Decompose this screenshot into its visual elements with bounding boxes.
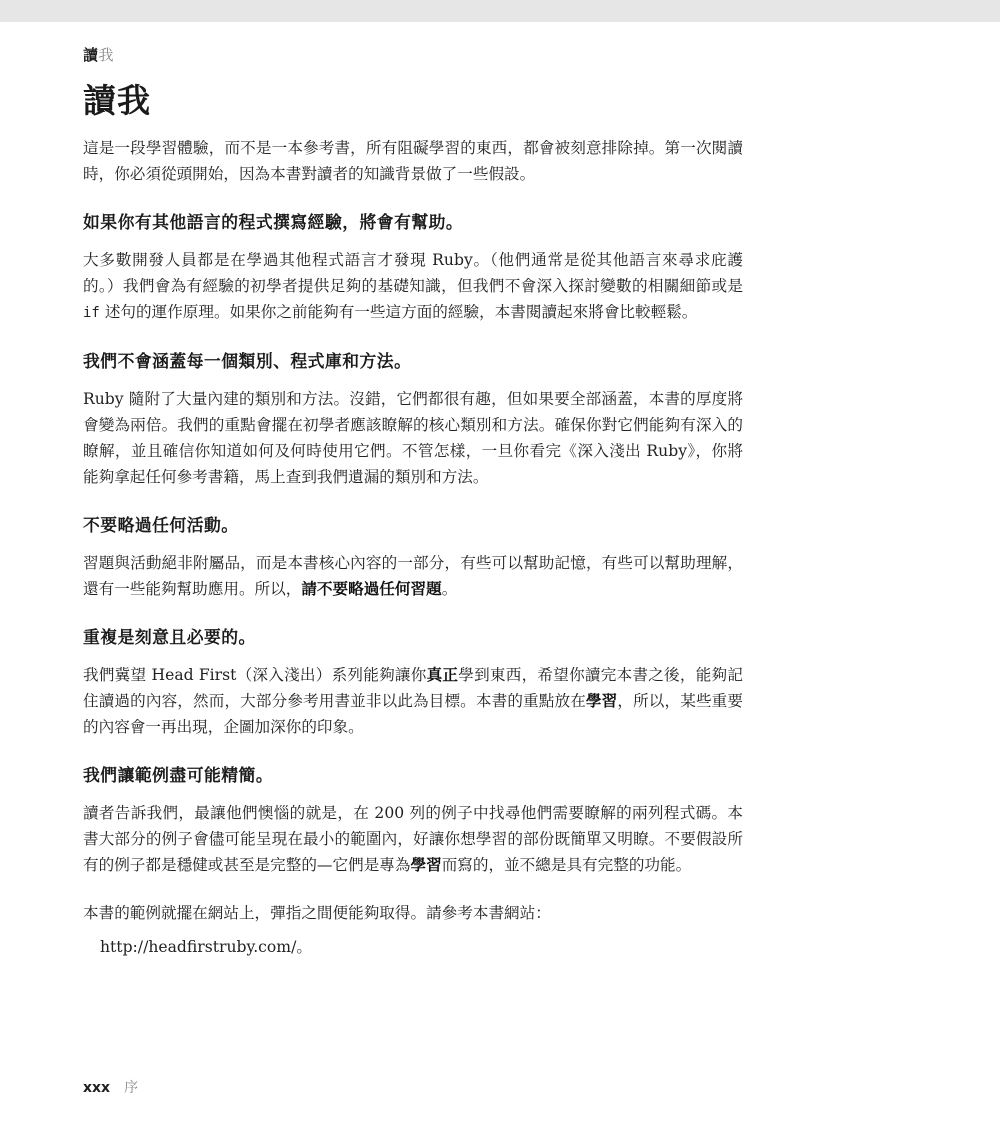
body-text: 。 [441, 580, 458, 598]
emphasis-text: 真正 [426, 665, 459, 684]
section-body-examples [83, 800, 743, 878]
body-text: 我們冀望 Head First（深入淺出）系列能夠讓你 [83, 666, 427, 684]
page-title: 讀我 [83, 81, 151, 120]
page-footer [83, 1076, 138, 1100]
section-body-coverage: Ruby 隨附了大量內建的類別和方法。沒錯，它們都很有趣，但如果要全部涵蓋，本書的厚度將會變為兩倍。我們的重點會擺在初學者應該瞭解的核心類別和方法。確保你對它們能夠有深入的瞭解，並且確信你知道如何及何時使用它們。不管怎樣，一旦你看完《深入淺出 Ruby》，你將能夠拿起任何參考書籍，馬上查到我們遺漏的類別和方法。 [83, 390, 743, 486]
running-header-rest: 我 [98, 46, 115, 64]
page-content [83, 41, 743, 960]
section-heading-coverage: 我們不會涵蓋每一個類別、程式庫和方法。 [83, 351, 412, 371]
intro-paragraph: 這是一段學習體驗，而不是一本參考書，所有阻礙學習的東西，都會被刻意排除掉。第一次閱讀時，你必須從頭開始，因為本書對讀者的知識背景做了一些假設。 [83, 139, 743, 183]
section-heading-examples: 我們讓範例盡可能精簡。 [83, 765, 274, 785]
website-url[interactable]: http://headfirstruby.com/。 [100, 938, 312, 956]
body-text: 讀者告訴我們，最讓他們懊惱的就是，在 200 列的例子中找尋他們需要瞭解的兩列程式碼。本書大部分的例子會儘可能呈現在最小的範圍內，好讓你想學習的部份既簡單又明瞭。不要假設所有的例子都是穩健或甚至是完整的—它們是專為 [83, 804, 743, 874]
running-header-bold: 讀 [83, 46, 99, 64]
emphasis-text: 請不要略過任何習題 [301, 579, 442, 598]
body-text: 大多數開發人員都是在學過其他程式語言才發現 Ruby。（他們通常是從其他語言來尋求庇護的。）我們會為有經驗的初學者提供足夠的基礎知識，但我們不會深入探討變數的相關細節或是 [83, 251, 743, 295]
top-bar [0, 0, 1000, 22]
examples-website-paragraph: 本書的範例就擺在網站上，彈指之間便能夠取得。請參考本書網站： [83, 904, 551, 922]
body-text: 學到東西，希望你讀完本書之後，能夠記住讀過的內容，然而，大部分參考用書並非以此為目標。本書的重點放在 [83, 666, 743, 710]
emphasis-text: 學習 [585, 691, 618, 710]
section-body-repetition [83, 662, 743, 740]
emphasis-text: 學習 [410, 855, 442, 874]
running-header [83, 41, 743, 69]
body-text: 而寫的，並不總是具有完整的功能。 [441, 856, 692, 874]
body-text: 述句的運作原理。如果你之前能夠有一些這方面的經驗，本書閱讀起來將會比較輕鬆。 [99, 303, 698, 321]
body-text: 習題與活動絕非附屬品，而是本書核心內容的一部分，有些可以幫助記憶，有些可以幫助理解，還有一些能夠幫助應用。所以， [83, 554, 743, 598]
code-if: if [83, 305, 100, 321]
section-heading-activities: 不要略過任何活動。 [83, 515, 239, 535]
page-number: xxx [83, 1080, 111, 1096]
section-heading-repetition: 重複是刻意且必要的。 [83, 627, 256, 647]
body-text: ，所以，某些重要的內容會一再出現，企圖加深你的印象。 [83, 692, 743, 736]
section-heading-experience: 如果你有其他語言的程式撰寫經驗，將會有幫助。 [83, 212, 464, 232]
section-body-experience [83, 247, 743, 326]
section-name: 序 [124, 1080, 139, 1096]
section-body-activities [83, 550, 743, 602]
